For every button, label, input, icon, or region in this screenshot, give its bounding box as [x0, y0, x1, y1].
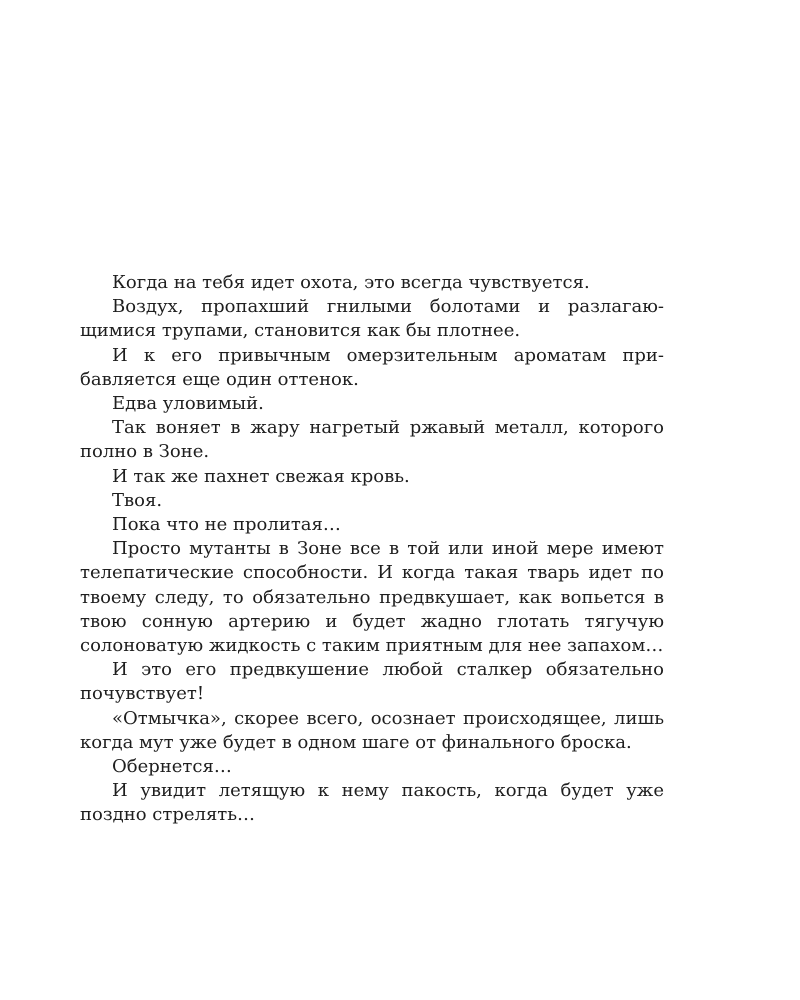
paragraph-13: И увидит летящую к нему пакость, когда будет уже поздно стрелять… [80, 780, 664, 826]
page-text [80, 271, 664, 828]
paragraph-7: Твоя. [112, 489, 163, 511]
paragraph-2: Воздух, пропахший гнилыми болотами и разлагающимися трупами, становится как бы плотнее. [80, 296, 664, 342]
paragraph-1: Когда на тебя идет охота, это всегда чувствуется. [112, 272, 590, 293]
paragraph-5: Так воняет в жару нагретый ржавый металл, которого полно в Зоне. [80, 417, 664, 463]
paragraph-4: Едва уловимый. [112, 393, 264, 415]
paragraph-11: «Отмычка», скорее всего, осознает происходящее, лишь когда мут уже будет в одном шаге от финального броска. [80, 707, 664, 753]
paragraph-6: И так же пахнет свежая кровь. [112, 465, 410, 487]
paragraph-10: И это его предвкушение любой сталкер обязательно почувствует! [80, 659, 664, 705]
paragraph-12: Обернется… [112, 756, 232, 778]
paragraph-8: Пока что не пролитая… [112, 514, 341, 536]
paragraph-3: И к его привычным омерзительным ароматам прибавляется еще один оттенок. [80, 344, 664, 390]
paragraph-9: Просто мутанты в Зоне все в той или иной мере имеют телепатические способности. И когда такая тварь идет по твоему следу, то обязательно предвкушает, как вопьется в твою сонную артерию и будет жадно глотать тягучую солоноватую жидкость с таким приятным для нее запахом… [80, 538, 664, 657]
